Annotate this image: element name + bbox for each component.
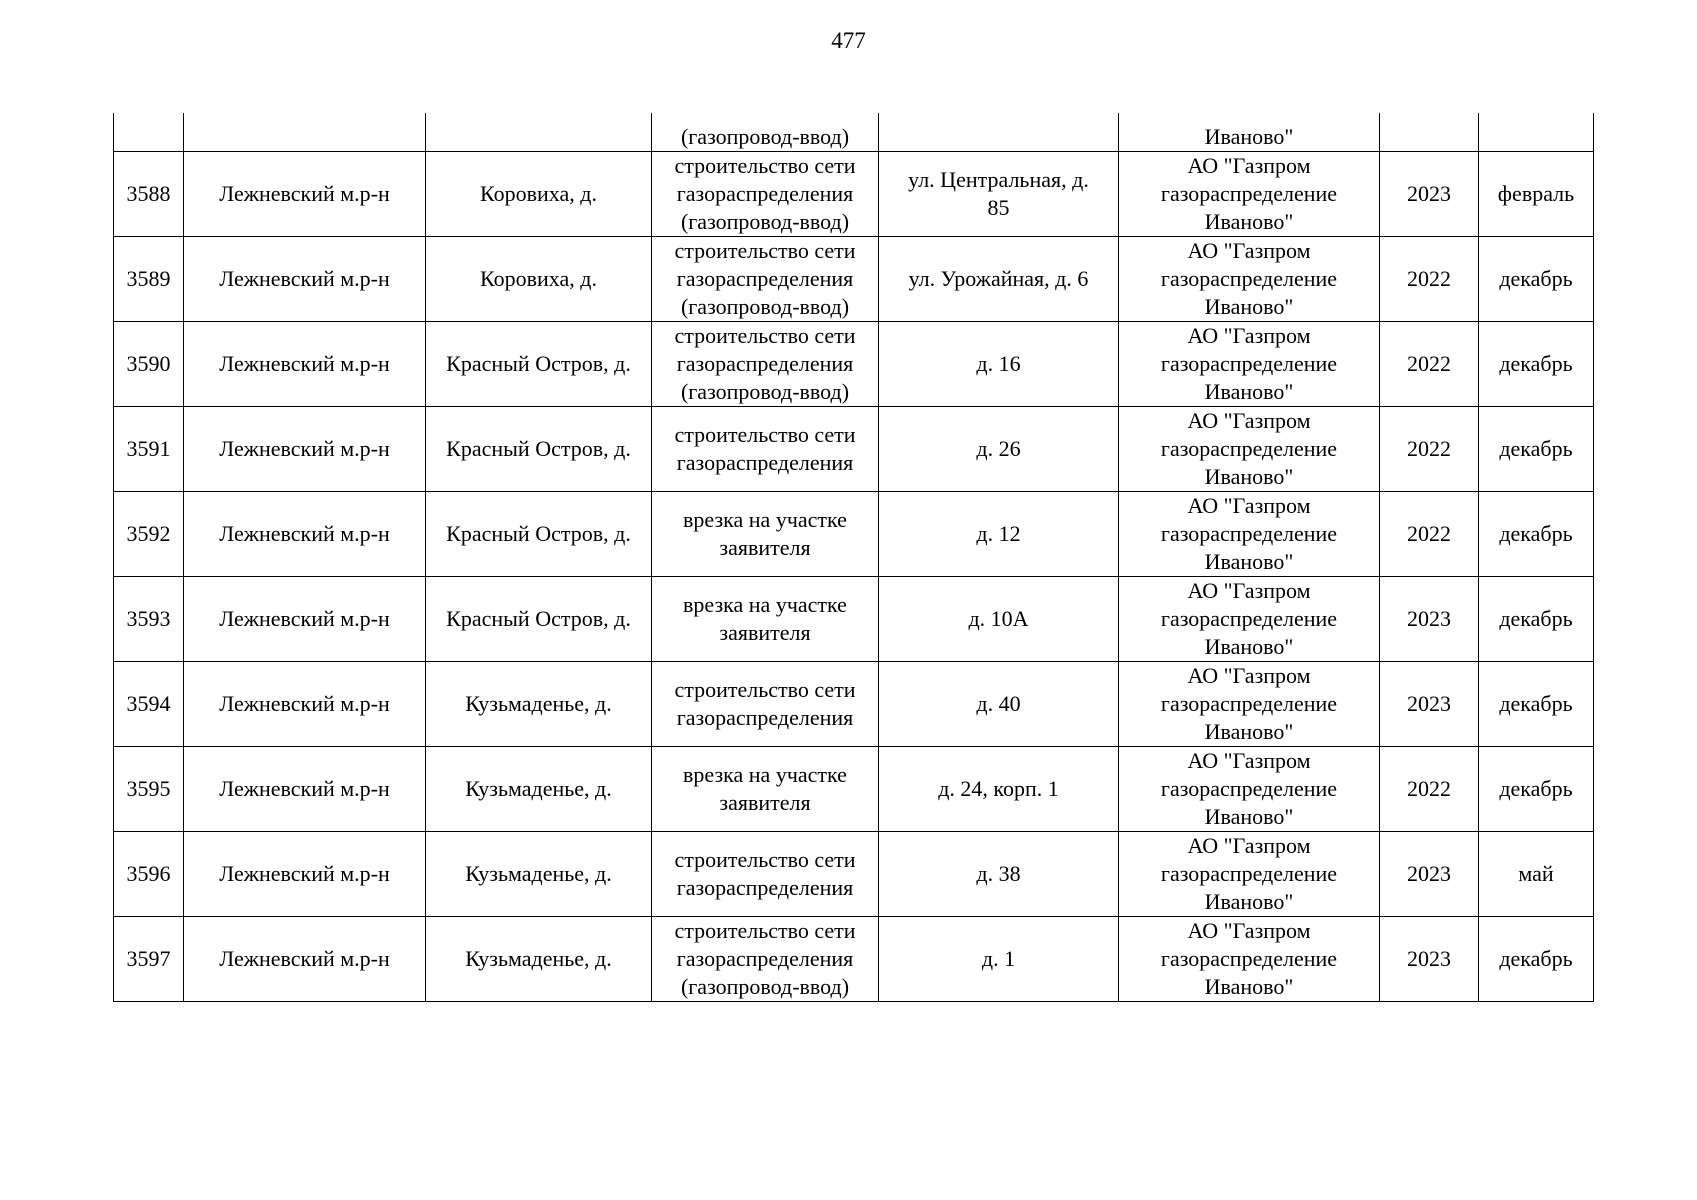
table-row [114, 747, 1594, 832]
cell-num: 3597 [114, 917, 184, 1002]
cell-district: Лежневский м.р-н [184, 322, 426, 407]
cell-month: декабрь [1479, 237, 1594, 322]
cell-year: 2023 [1380, 917, 1479, 1002]
cell-address: д. 24, корп. 1 [879, 747, 1119, 832]
cell-year: 2022 [1380, 747, 1479, 832]
cell-district: Лежневский м.р-н [184, 237, 426, 322]
cell-org: АО "Газпром газораспределение Иваново" [1119, 322, 1380, 407]
cell-type: врезка на участке заявителя [652, 492, 879, 577]
cell-type: строительство сети газораспределения [652, 832, 879, 917]
cell-address: ул. Центральная, д. 85 [879, 152, 1119, 237]
cell-org: АО "Газпром газораспределение Иваново" [1119, 152, 1380, 237]
cell-year: 2022 [1380, 237, 1479, 322]
cell-num: 3592 [114, 492, 184, 577]
cell-address: д. 40 [879, 662, 1119, 747]
page-number: 477 [831, 28, 866, 53]
cell-settlement: Кузьмаденье, д. [426, 917, 652, 1002]
cell-year: 2022 [1380, 322, 1479, 407]
cell-org: АО "Газпром газораспределение Иваново" [1119, 832, 1380, 917]
cell-type: строительство сети газораспределения (газопровод-ввод) [652, 322, 879, 407]
table-row [114, 492, 1594, 577]
cell-district: Лежневский м.р-н [184, 492, 426, 577]
cell-type: строительство сети газораспределения [652, 407, 879, 492]
cell-district: Лежневский м.р-н [184, 662, 426, 747]
cell-org: АО "Газпром газораспределение Иваново" [1119, 747, 1380, 832]
cell-type: врезка на участке заявителя [652, 577, 879, 662]
cell-district: Лежневский м.р-н [184, 917, 426, 1002]
cell-month: декабрь [1479, 747, 1594, 832]
cell-district: Лежневский м.р-н [184, 832, 426, 917]
cell-type: строительство сети газораспределения (газопровод-ввод) [652, 917, 879, 1002]
cell-settlement: Кузьмаденье, д. [426, 747, 652, 832]
table-row [114, 237, 1594, 322]
cell-district: Лежневский м.р-н [184, 152, 426, 237]
cell-year: 2023 [1380, 832, 1479, 917]
cell-num: 3595 [114, 747, 184, 832]
table-row [114, 152, 1594, 237]
cell-district: Лежневский м.р-н [184, 577, 426, 662]
cell-month: декабрь [1479, 492, 1594, 577]
cell-org: АО "Газпром газораспределение Иваново" [1119, 577, 1380, 662]
table-row [114, 322, 1594, 407]
cell-year: 2022 [1380, 492, 1479, 577]
cell-month: май [1479, 832, 1594, 917]
cell-type: строительство сети газораспределения (газопровод-ввод) [652, 152, 879, 237]
cell-num [114, 113, 184, 152]
cell-settlement: Кузьмаденье, д. [426, 662, 652, 747]
cell-org: Иваново" [1119, 113, 1380, 152]
cell-settlement: Коровиха, д. [426, 152, 652, 237]
cell-district: Лежневский м.р-н [184, 407, 426, 492]
table-row [114, 577, 1594, 662]
cell-num: 3593 [114, 577, 184, 662]
cell-district [184, 113, 426, 152]
gasification-table [113, 113, 1594, 1002]
cell-month: декабрь [1479, 322, 1594, 407]
cell-type: строительство сети газораспределения (газопровод-ввод) [652, 237, 879, 322]
cell-address: д. 16 [879, 322, 1119, 407]
table-row [114, 832, 1594, 917]
cell-settlement: Кузьмаденье, д. [426, 832, 652, 917]
cell-num: 3591 [114, 407, 184, 492]
cell-num: 3588 [114, 152, 184, 237]
cell-num: 3589 [114, 237, 184, 322]
cell-district: Лежневский м.р-н [184, 747, 426, 832]
cell-type: (газопровод-ввод) [652, 113, 879, 152]
cell-month [1479, 113, 1594, 152]
cell-month: декабрь [1479, 662, 1594, 747]
cell-address: д. 26 [879, 407, 1119, 492]
cell-address: д. 12 [879, 492, 1119, 577]
continuation-row [114, 113, 1594, 152]
cell-org: АО "Газпром газораспределение Иваново" [1119, 237, 1380, 322]
cell-num: 3590 [114, 322, 184, 407]
cell-year: 2023 [1380, 152, 1479, 237]
cell-address: ул. Урожайная, д. 6 [879, 237, 1119, 322]
cell-type: врезка на участке заявителя [652, 747, 879, 832]
cell-year: 2023 [1380, 662, 1479, 747]
cell-address: д. 38 [879, 832, 1119, 917]
cell-month: февраль [1479, 152, 1594, 237]
cell-address: д. 10А [879, 577, 1119, 662]
table-row [114, 662, 1594, 747]
cell-settlement: Красный Остров, д. [426, 577, 652, 662]
cell-address [879, 113, 1119, 152]
cell-num: 3594 [114, 662, 184, 747]
table-row [114, 407, 1594, 492]
cell-settlement: Красный Остров, д. [426, 407, 652, 492]
cell-settlement: Красный Остров, д. [426, 322, 652, 407]
cell-org: АО "Газпром газораспределение Иваново" [1119, 492, 1380, 577]
cell-settlement: Коровиха, д. [426, 237, 652, 322]
cell-year: 2022 [1380, 407, 1479, 492]
cell-org: АО "Газпром газораспределение Иваново" [1119, 662, 1380, 747]
cell-address: д. 1 [879, 917, 1119, 1002]
cell-settlement [426, 113, 652, 152]
cell-month: декабрь [1479, 577, 1594, 662]
cell-org: АО "Газпром газораспределение Иваново" [1119, 917, 1380, 1002]
cell-type: строительство сети газораспределения [652, 662, 879, 747]
cell-settlement: Красный Остров, д. [426, 492, 652, 577]
cell-year [1380, 113, 1479, 152]
table-body [114, 113, 1594, 1002]
cell-org: АО "Газпром газораспределение Иваново" [1119, 407, 1380, 492]
table-row [114, 917, 1594, 1002]
cell-year: 2023 [1380, 577, 1479, 662]
cell-num: 3596 [114, 832, 184, 917]
cell-month: декабрь [1479, 407, 1594, 492]
cell-month: декабрь [1479, 917, 1594, 1002]
